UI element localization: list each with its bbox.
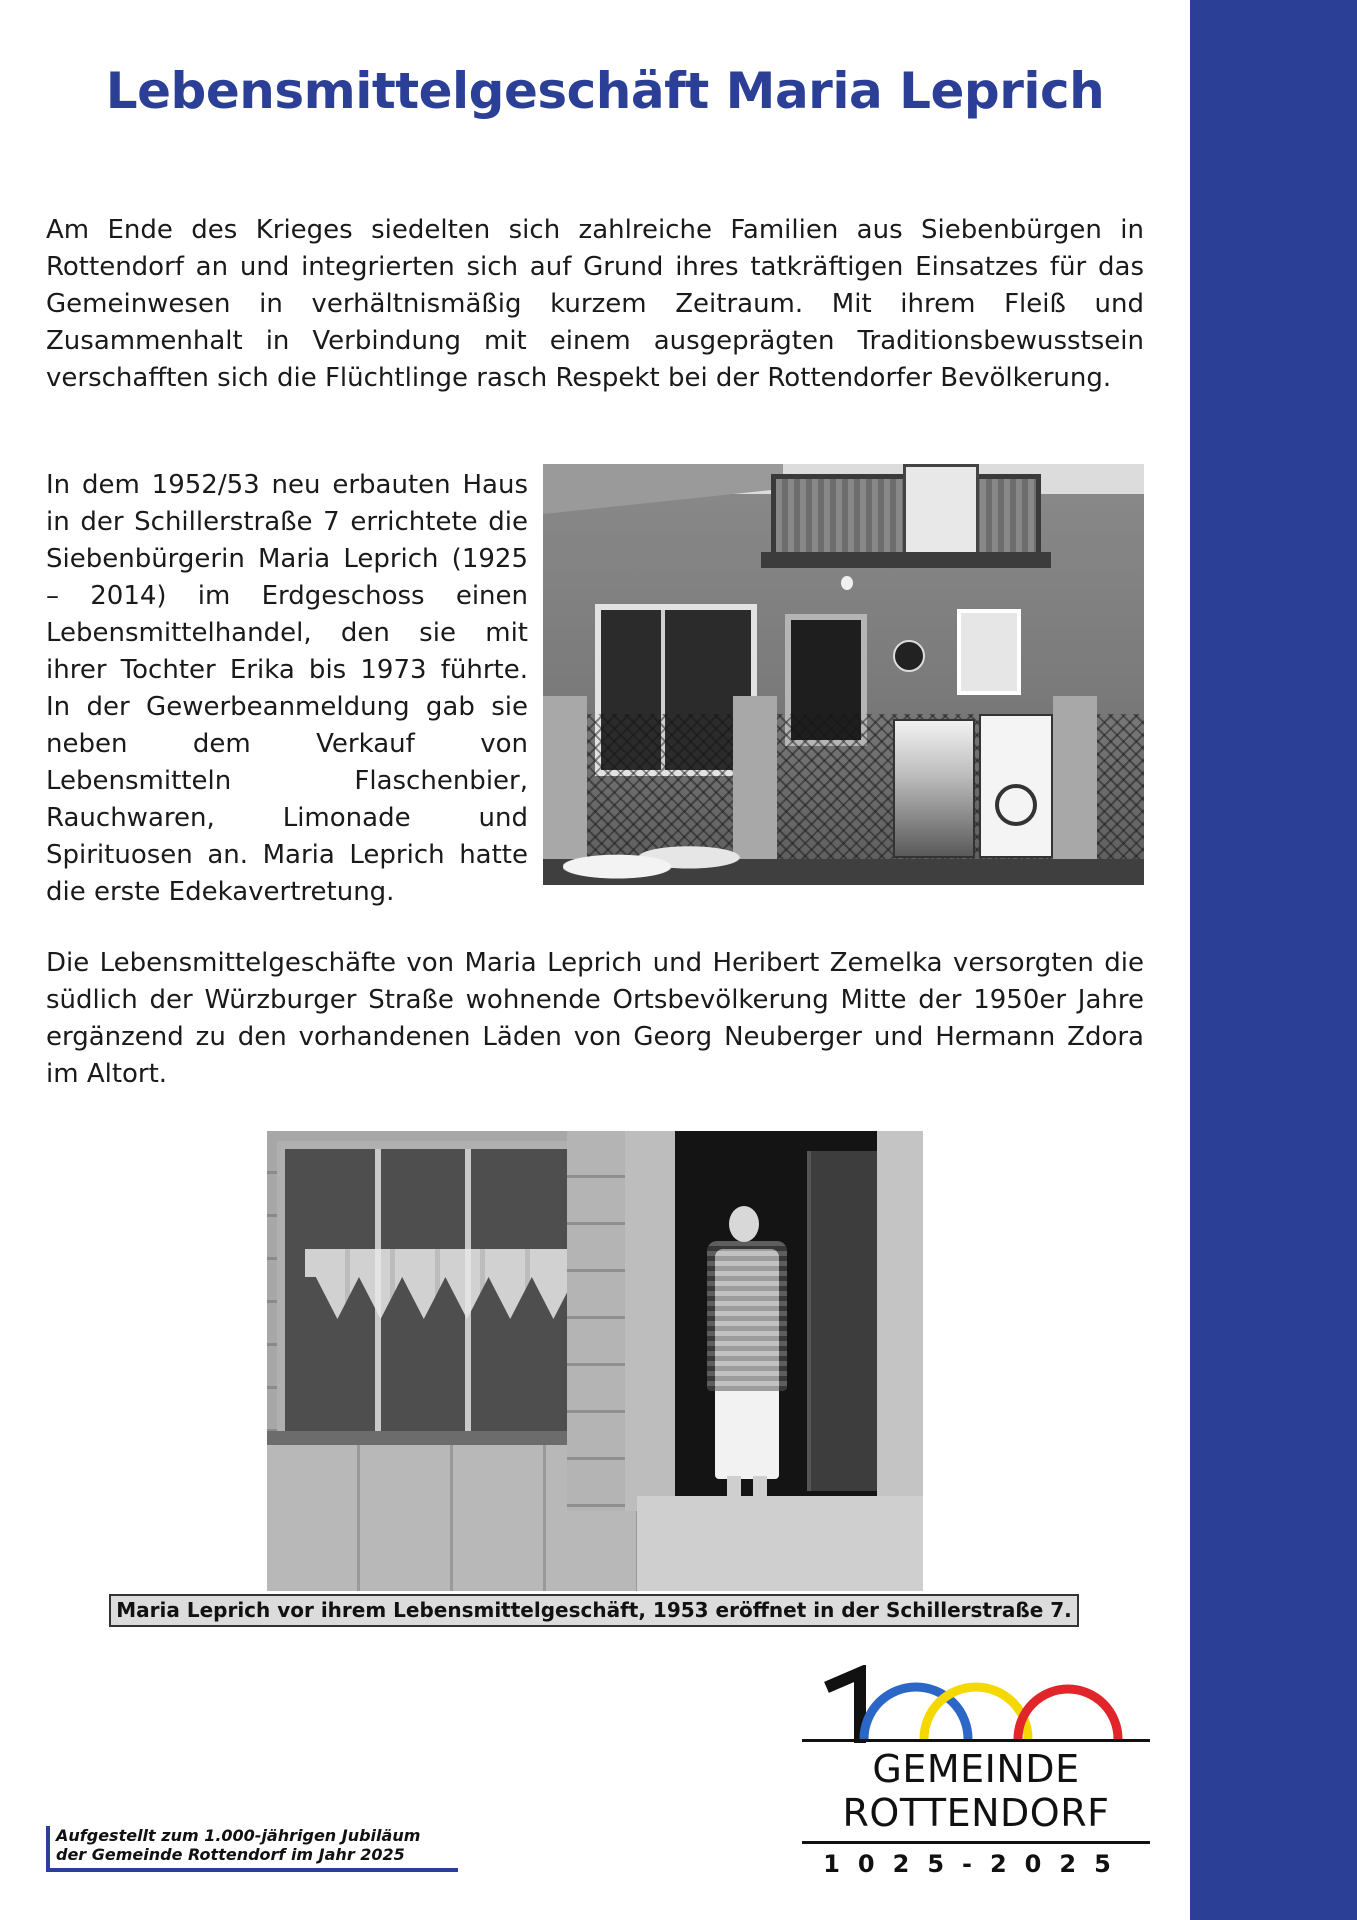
photo-caption: Maria Leprich vor ihrem Lebensmittelgeschäft, 1953 eröffnet in der Schillerstraße 7. <box>109 1594 1079 1627</box>
storefront-photo <box>543 464 1144 885</box>
page-title: Lebensmittelgeschäft Maria Leprich <box>105 62 1105 120</box>
logo-years: 1025-2025 <box>823 1850 1129 1878</box>
logo-rule-bottom <box>802 1841 1150 1844</box>
side-color-bar <box>1190 0 1357 1920</box>
supply-paragraph: Die Lebensmittelgeschäfte von Maria Leprich und Heribert Zemelka versorgten die südlich der Würzburger Straße wohnende Ortsbevölkerung Mitte der 1950er Jahre ergänzend zu den vorhandenen Läden von Georg Neuberger und Hermann Zdora im Altort. <box>46 948 1144 1089</box>
logo-rottendorf: ROTTENDORF <box>842 1791 1110 1835</box>
footer-line-1: Aufgestellt zum 1.000-jährigen Jubiläum <box>56 1826 421 1845</box>
logo-rule-top <box>802 1739 1150 1742</box>
house-paragraph: In dem 1952/53 neu erbauten Haus in der Schillerstraße 7 errichtete die Siebenbürgerin Maria Leprich (1925 – 2014) im Erdgeschoss einen Lebensmittelhandel, den sie mit ihrer Tochter Erika bis 1973 führte. In der Gewerbeanmeldung gab sie neben dem Verkauf von Lebensmitteln Flaschenbier, Rauchwaren, Limonade und Spirituosen an. Maria Leprich hatte die erste Edekavertretung. <box>46 470 528 907</box>
intro-paragraph: Am Ende des Krieges siedelten sich zahlreiche Familien aus Siebenbürgen in Rottendorf an und integrierten sich auf Grund ihres tatkräftigen Einsatzes für das Gemeinwesen in verhältnismäßig kurzem Zeitraum. Mit ihrem Fleiß und Zusammenhalt in Verbindung mit einem ausgeprägten Traditionsbewusstsein verschafften sich die Flüchtlinge rasch Respekt bei der Rottendorfer Bevölkerung. <box>46 215 1144 393</box>
logo-gemeinde: GEMEINDE <box>872 1747 1080 1791</box>
footer-note <box>46 1826 458 1872</box>
maria-doorway-photo <box>267 1131 923 1591</box>
jubilee-logo <box>802 1665 1150 1885</box>
thousand-rings-icon <box>802 1665 1150 1745</box>
footer-line-2: der Gemeinde Rottendorf im Jahr 2025 <box>56 1845 405 1864</box>
